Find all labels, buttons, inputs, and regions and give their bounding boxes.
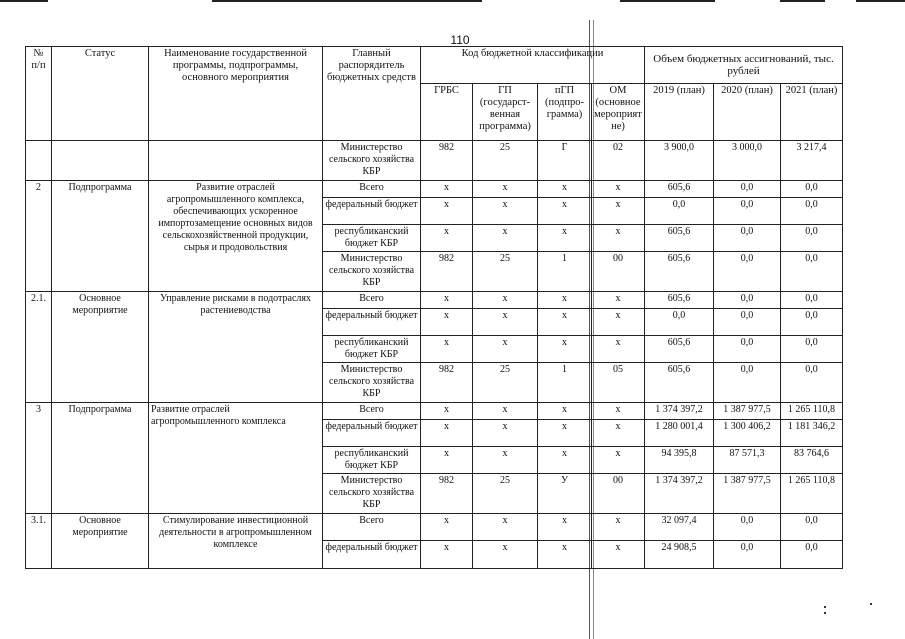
amount-2021: 0,0: [781, 198, 843, 225]
row-status: Подпрограмма: [52, 181, 149, 292]
scan-speck: [824, 606, 826, 608]
amount-2019: 605,6: [645, 181, 714, 198]
code-gp: х: [473, 225, 538, 252]
code-grbs: 982: [421, 252, 473, 292]
scan-artifact-top-right: [620, 0, 715, 2]
amount-2021: 0,0: [781, 336, 843, 363]
row-title: Развитие отраслей агропромышленного комплекса, обеспечивающих ускоренное импортозамещение основных видов сельскохозяйственной продукции, сырья и продовольствия: [149, 181, 323, 292]
header-status: Статус: [52, 47, 149, 141]
row-manager: республиканский бюджет КБР: [323, 447, 421, 474]
code-pgp: х: [538, 292, 592, 309]
scan-speck: [870, 603, 872, 605]
table-row: [26, 181, 843, 198]
row-number: 2.1.: [26, 292, 52, 403]
amount-2021: 1 265 110,8: [781, 403, 843, 420]
amount-2021: 0,0: [781, 363, 843, 403]
code-gp: 25: [473, 474, 538, 514]
code-gp: х: [473, 541, 538, 569]
code-grbs: 982: [421, 141, 473, 181]
code-gp: х: [473, 198, 538, 225]
row-manager: федеральный бюджет: [323, 309, 421, 336]
code-grbs: х: [421, 181, 473, 198]
header-manager: Главный распорядитель бюджетных средств: [323, 47, 421, 141]
amount-2019: 1 280 001,4: [645, 420, 714, 447]
code-grbs: 982: [421, 363, 473, 403]
code-pgp: х: [538, 403, 592, 420]
header-name: Наименование государственной программы, подпрограммы, основного мероприятия: [149, 47, 323, 141]
row-manager: Министерство сельского хозяйства КБР: [323, 363, 421, 403]
code-pgp: 1: [538, 363, 592, 403]
row-title: Управление рисками в подотраслях растениеводства: [149, 292, 323, 403]
row-status: Основное мероприятие: [52, 514, 149, 569]
code-grbs: х: [421, 225, 473, 252]
code-grbs: х: [421, 447, 473, 474]
code-pgp: х: [538, 181, 592, 198]
amount-2021: 0,0: [781, 252, 843, 292]
amount-2019: 3 900,0: [645, 141, 714, 181]
code-om: х: [592, 292, 645, 309]
row-manager: Министерство сельского хозяйства КБР: [323, 474, 421, 514]
amount-2019: 0,0: [645, 198, 714, 225]
header-row: [26, 47, 843, 84]
code-grbs: х: [421, 309, 473, 336]
amount-2019: 0,0: [645, 309, 714, 336]
code-pgp: х: [538, 541, 592, 569]
row-status: Подпрограмма: [52, 403, 149, 514]
header-grbs: ГРБС: [421, 84, 473, 141]
row-manager: Министерство сельского хозяйства КБР: [323, 141, 421, 181]
code-grbs: х: [421, 198, 473, 225]
code-pgp: х: [538, 420, 592, 447]
row-status: [52, 141, 149, 181]
page-number: 110: [450, 33, 470, 47]
header-code-group: Код бюджетной классификации: [421, 47, 645, 84]
row-title: Стимулирование инвестиционной деятельности в агропромышленном комплексе: [149, 514, 323, 569]
code-grbs: х: [421, 403, 473, 420]
code-gp: х: [473, 403, 538, 420]
header-pgp: пГП (подпро-грамма): [538, 84, 592, 141]
table-row: [26, 141, 843, 181]
amount-2020: 0,0: [714, 198, 781, 225]
scan-artifact-top-mid: [212, 0, 482, 2]
header-volume-group: Объем бюджетных ассигнований, тыс. рублей: [645, 47, 843, 84]
row-status: Основное мероприятие: [52, 292, 149, 403]
code-grbs: х: [421, 292, 473, 309]
amount-2021: 0,0: [781, 541, 843, 569]
code-gp: х: [473, 420, 538, 447]
row-number: [26, 141, 52, 181]
amount-2021: 0,0: [781, 309, 843, 336]
code-gp: х: [473, 309, 538, 336]
scan-artifact-top-right-2: [780, 0, 825, 2]
row-manager: республиканский бюджет КБР: [323, 225, 421, 252]
amount-2019: 1 374 397,2: [645, 403, 714, 420]
amount-2019: 605,6: [645, 292, 714, 309]
amount-2020: 0,0: [714, 514, 781, 541]
code-pgp: х: [538, 336, 592, 363]
amount-2020: 0,0: [714, 252, 781, 292]
row-manager: Всего: [323, 292, 421, 309]
amount-2019: 94 395,8: [645, 447, 714, 474]
code-grbs: х: [421, 514, 473, 541]
amount-2019: 605,6: [645, 363, 714, 403]
code-grbs: х: [421, 420, 473, 447]
code-om: 05: [592, 363, 645, 403]
row-manager: Всего: [323, 403, 421, 420]
amount-2019: 24 908,5: [645, 541, 714, 569]
scan-speck: [824, 612, 826, 614]
row-manager: федеральный бюджет: [323, 198, 421, 225]
code-pgp: х: [538, 198, 592, 225]
code-pgp: х: [538, 225, 592, 252]
header-2019: 2019 (план): [645, 84, 714, 141]
code-gp: х: [473, 514, 538, 541]
code-om: х: [592, 181, 645, 198]
code-grbs: х: [421, 541, 473, 569]
table-row: [26, 292, 843, 309]
amount-2019: 605,6: [645, 252, 714, 292]
amount-2020: 0,0: [714, 541, 781, 569]
code-om: х: [592, 225, 645, 252]
code-pgp: 1: [538, 252, 592, 292]
code-om: х: [592, 198, 645, 225]
scan-artifact-top-far-right: [856, 0, 905, 2]
scan-artifact-top-left: [0, 0, 48, 2]
amount-2020: 0,0: [714, 181, 781, 198]
code-om: 00: [592, 252, 645, 292]
code-om: х: [592, 403, 645, 420]
amount-2020: 87 571,3: [714, 447, 781, 474]
amount-2019: 605,6: [645, 225, 714, 252]
table-row: [26, 403, 843, 420]
code-om: х: [592, 541, 645, 569]
code-gp: х: [473, 336, 538, 363]
code-gp: 25: [473, 252, 538, 292]
header-om: ОМ (основное мероприят не): [592, 84, 645, 141]
amount-2021: 1 181 346,2: [781, 420, 843, 447]
code-pgp: х: [538, 514, 592, 541]
code-om: 00: [592, 474, 645, 514]
header-2020: 2020 (план): [714, 84, 781, 141]
amount-2020: 0,0: [714, 363, 781, 403]
amount-2021: 0,0: [781, 181, 843, 198]
amount-2021: 0,0: [781, 514, 843, 541]
amount-2020: 1 300 406,2: [714, 420, 781, 447]
row-manager: республиканский бюджет КБР: [323, 336, 421, 363]
code-om: 02: [592, 141, 645, 181]
code-gp: 25: [473, 363, 538, 403]
code-pgp: х: [538, 447, 592, 474]
code-gp: х: [473, 292, 538, 309]
amount-2021: 83 764,6: [781, 447, 843, 474]
code-om: х: [592, 420, 645, 447]
code-om: х: [592, 336, 645, 363]
amount-2020: 0,0: [714, 225, 781, 252]
row-number: 2: [26, 181, 52, 292]
code-om: х: [592, 309, 645, 336]
header-2021: 2021 (план): [781, 84, 843, 141]
header-num: № п/п: [26, 47, 52, 141]
row-manager: Всего: [323, 514, 421, 541]
amount-2020: 1 387 977,5: [714, 474, 781, 514]
code-pgp: Г: [538, 141, 592, 181]
amount-2021: 1 265 110,8: [781, 474, 843, 514]
amount-2019: 32 097,4: [645, 514, 714, 541]
row-title: [149, 141, 323, 181]
amount-2020: 0,0: [714, 336, 781, 363]
amount-2021: 0,0: [781, 225, 843, 252]
amount-2021: 3 217,4: [781, 141, 843, 181]
amount-2021: 0,0: [781, 292, 843, 309]
row-manager: Всего: [323, 181, 421, 198]
code-gp: 25: [473, 141, 538, 181]
amount-2020: 0,0: [714, 292, 781, 309]
row-number: 3.1.: [26, 514, 52, 569]
table-row: [26, 514, 843, 541]
amount-2019: 1 374 397,2: [645, 474, 714, 514]
header-gp: ГП (государст-венная программа): [473, 84, 538, 141]
code-pgp: х: [538, 309, 592, 336]
amount-2020: 3 000,0: [714, 141, 781, 181]
row-manager: федеральный бюджет: [323, 541, 421, 569]
row-number: 3: [26, 403, 52, 514]
code-pgp: У: [538, 474, 592, 514]
code-grbs: 982: [421, 474, 473, 514]
row-manager: федеральный бюджет: [323, 420, 421, 447]
amount-2020: 0,0: [714, 309, 781, 336]
code-gp: х: [473, 181, 538, 198]
amount-2020: 1 387 977,5: [714, 403, 781, 420]
row-title: Развитие отраслей агропромышленного комплекса: [149, 403, 323, 514]
code-gp: х: [473, 447, 538, 474]
code-om: х: [592, 447, 645, 474]
code-om: х: [592, 514, 645, 541]
row-manager: Министерство сельского хозяйства КБР: [323, 252, 421, 292]
code-grbs: х: [421, 336, 473, 363]
amount-2019: 605,6: [645, 336, 714, 363]
budget-table: [25, 46, 843, 569]
